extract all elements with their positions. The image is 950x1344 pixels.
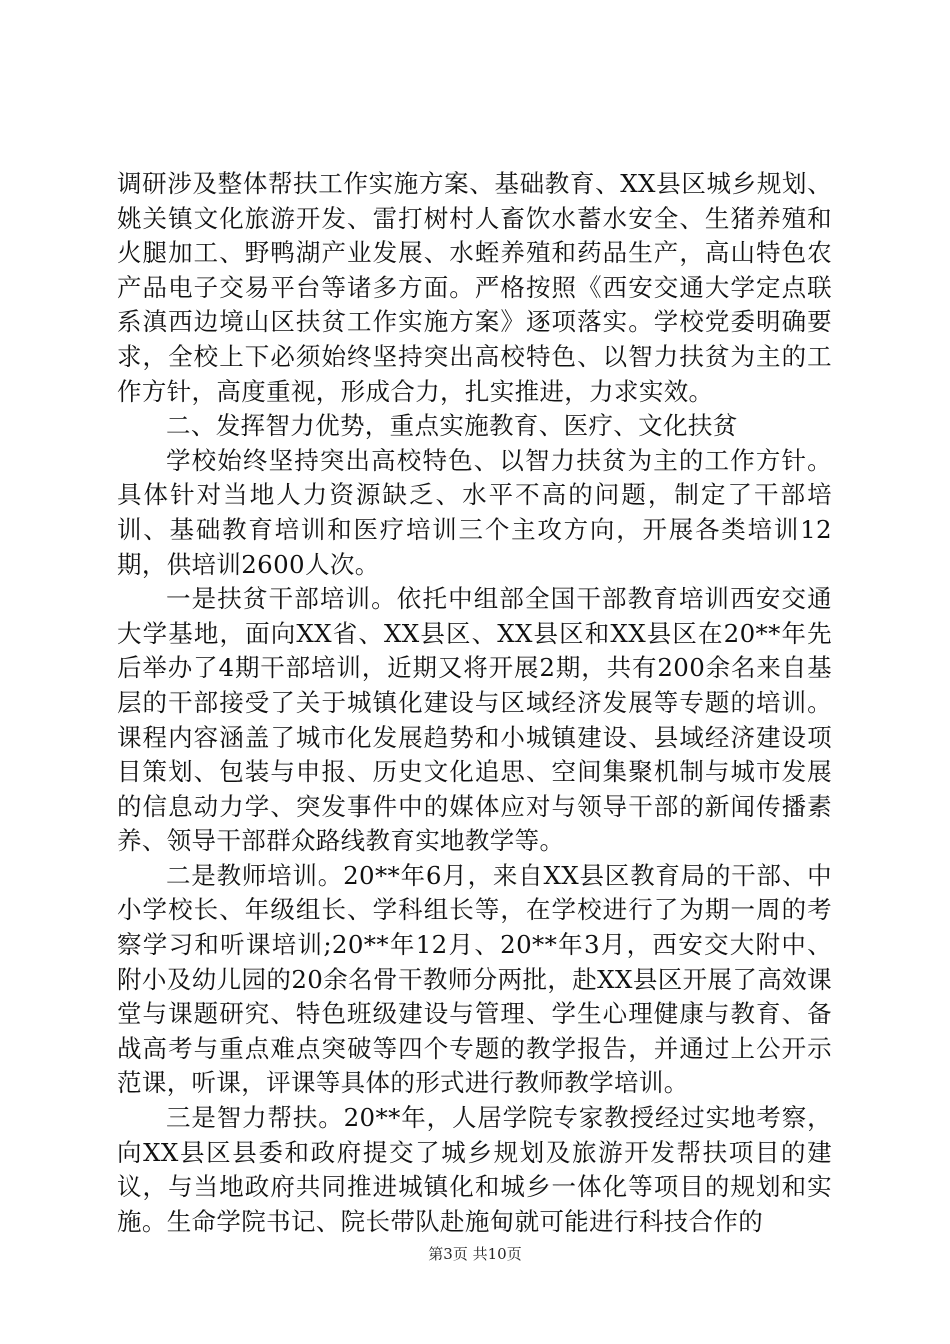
paragraph: 一是扶贫干部培训。依托中组部全国干部教育培训西安交通大学基地，面向XX省、XX县区、XX县区和XX县区在20**年先后举办了4期干部培训，近期又将开展2期，共有200余名来自基层的干部接受了关于城镇化建设与区域经济发展等专题的培训。课程内容涵盖了城市化发展趋势和小城镇建设、县域经济建设项目策划、包装与申报、历史文化追思、空间集聚机制与城市发展的信息动力学、突发事件中的媒体应对与领导干部的新闻传播素养、领导干部群众路线教育实地教学等。: [117, 584, 832, 856]
paragraph: 学校始终坚持突出高校特色、以智力扶贫为主的工作方针。具体针对当地人力资源缺乏、水平不高的问题，制定了干部培训、基础教育培训和医疗培训三个主攻方向，开展各类培训12期，供培训2600人次。: [117, 445, 832, 579]
paragraph: 三是智力帮扶。20**年，人居学院专家教授经过实地考察，向XX县区县委和政府提交了城乡规划及旅游开发帮扶项目的建议，与当地政府共同推进城镇化和城乡一体化等项目的规划和实施。生命学院书记、院长带队赴施甸就可能进行科技合作的: [117, 1103, 832, 1236]
page-number-footer: 第3页 共10页: [428, 1245, 522, 1263]
paragraph-continuation: 调研涉及整体帮扶工作实施方案、基础教育、XX县区城乡规划、姚关镇文化旅游开发、雷打树村人畜饮水蓄水安全、生猪养殖和火腿加工、野鸭湖产业发展、水蛭养殖和药品生产，高山特色农产品电子交易平台等诸多方面。严格按照《西安交通大学定点联系滇西边境山区扶贫工作实施方案》逐项落实。学校党委明确要求，全校上下必须始终坚持突出高校特色、以智力扶贫为主的工作方针，高度重视，形成合力，扎实推进，力求实效。: [117, 169, 832, 406]
section-heading: 二、发挥智力优势，重点实施教育、医疗、文化扶贫: [166, 411, 738, 441]
document-body: [117, 167, 832, 1239]
paragraph: 二是教师培训。20**年6月，来自XX县区教育局的干部、中小学校长、年级组长、学科组长等，在学校进行了为期一周的考察学习和听课培训;20**年12月、20**年3月，西安交大附中、附小及幼儿园的20余名骨干教师分两批，赴XX县区开展了高效课堂与课题研究、特色班级建设与管理、学生心理健康与教育、备战高考与重点难点突破等四个专题的教学报告，并通过上公开示范课，听课，评课等具体的形式进行教师教学培训。: [117, 860, 832, 1098]
